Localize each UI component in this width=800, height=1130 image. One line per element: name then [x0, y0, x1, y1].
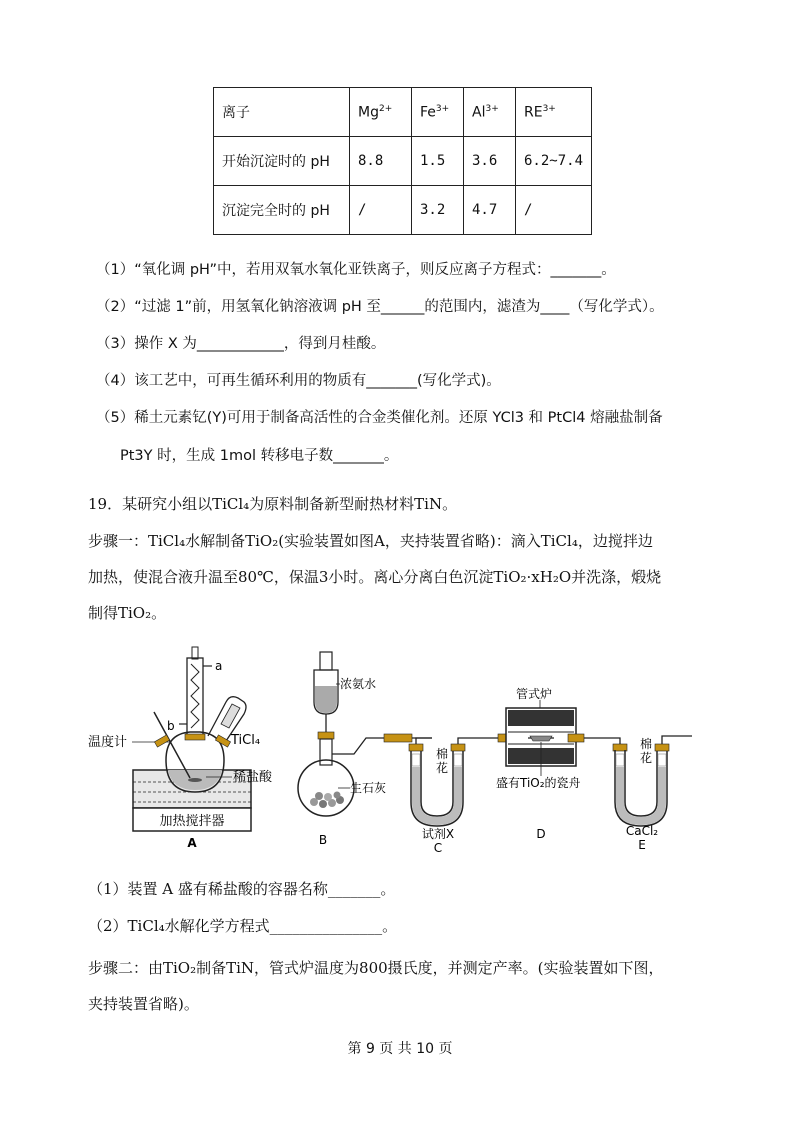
cotton2-label-2: 花: [640, 751, 653, 765]
question-18-5: （5）稀土元素钇(Y)可用于制备高活性的合金类催化剂。还原 YCl3 和 PtCl4 熔融盐制备: [96, 410, 663, 426]
quicklime-label: 生石灰: [350, 781, 387, 795]
apparatus-figure: [88, 642, 718, 864]
label-e-fig: E: [638, 838, 646, 852]
table-cell: 3.2: [412, 186, 464, 235]
question-18-2: （2）“过滤 1”前，用氢氧化钠溶液调 pH 至______的范围内，滤渣为____（写化学式）。: [96, 299, 664, 315]
table-cell: 6.2~7.4: [516, 137, 592, 186]
ticl4-label: TiCl₄: [231, 733, 261, 748]
question-18-5-cont: Pt3Y 时，生成 1mol 转移电子数_______。: [120, 448, 399, 464]
ion-precipitation-table: [213, 87, 592, 235]
reflux-condenser: [187, 658, 203, 738]
stirrer-label: 加热搅拌器: [159, 814, 225, 829]
label-d-fig: D: [536, 827, 546, 841]
thermometer-label: 温度计: [88, 735, 128, 750]
label-b: b: [167, 719, 175, 733]
step2-line: 夹持装置省略)。: [88, 995, 199, 1013]
apparatus-a: [88, 647, 273, 850]
table-header-row: [214, 88, 592, 137]
table-cell: 沉淀完全时的 pH: [214, 186, 350, 235]
question-18-1: （1）“氧化调 pH”中，若用双氧水氧化亚铁离子，则反应离子方程式：_______。: [96, 262, 616, 278]
label-c-fig: C: [433, 841, 443, 855]
table-cell: 3.6: [464, 137, 516, 186]
step1-line: 制得TiO₂。: [88, 604, 167, 622]
table-header-cell: 离子: [214, 88, 350, 137]
apparatus-c: [409, 738, 498, 855]
table-cell: /: [516, 186, 592, 235]
ceramic-boat: [530, 736, 552, 741]
question-18-3: （3）操作 X 为____________，得到月桂酸。: [96, 336, 386, 352]
label-a: a: [215, 659, 223, 673]
cotton1-label-2: 花: [436, 761, 449, 775]
question-18-4: （4）该工艺中，可再生循环利用的物质有_______(写化学式)。: [96, 373, 501, 389]
table-header-cell: $Al^{3+}$: [464, 88, 516, 137]
boat-label: 盛有TiO₂的瓷舟: [496, 776, 581, 790]
table-header-cell: $Fe^{3+}$: [412, 88, 464, 137]
step2-line: 步骤二：由TiO₂制备TiN，管式炉温度为800摄氏度，并测定产率。(实验装置如下图，: [88, 959, 664, 977]
furnace-label: 管式炉: [516, 687, 553, 701]
cotton1-label-1: 棉: [436, 747, 449, 761]
sub-question-1: （1）装置 A 盛有稀盐酸的容器名称_______。: [88, 880, 396, 898]
question-19-intro: 19．某研究小组以TiCl₄为原料制备新型耐热材料TiN。: [88, 495, 458, 513]
cotton2-label-1: 棉: [640, 737, 653, 751]
sub-question-2: （2）TiCl₄水解化学方程式_______________。: [88, 917, 398, 935]
table-cell: 开始沉淀时的 pH: [214, 137, 350, 186]
apparatus-e: [606, 736, 692, 852]
table-row: [214, 137, 592, 186]
label-b-fig: B: [318, 833, 328, 847]
table-row: [214, 186, 592, 235]
page-footer: 第 9 页 共 10 页: [347, 1041, 453, 1057]
step1-line: 步骤一：TiCl₄水解制备TiO₂(实验装置如图A，夹持装置省略)：滴入TiCl₄，边搅拌边: [88, 532, 653, 550]
table-header-cell: $RE^{3+}$: [516, 88, 592, 137]
table-cell: 4.7: [464, 186, 516, 235]
reagent-x-label: 试剂X: [421, 827, 455, 841]
apparatus-b: [298, 652, 388, 847]
ammonia-label: 浓氨水: [340, 677, 377, 691]
apparatus-d: [496, 686, 606, 841]
label-a-fig: A: [187, 836, 197, 850]
table-cell: /: [350, 186, 412, 235]
table-header-cell: $Mg^{2+}$: [350, 88, 412, 137]
step1-line: 加热，使混合液升温至80℃，保温3小时。离心分离白色沉淀TiO₂·xH₂O并洗涤，煅烧: [88, 568, 662, 586]
cacl2-label: CaCl₂: [625, 824, 659, 838]
table-cell: 8.8: [350, 137, 412, 186]
dilute-hcl-label: 稀盐酸: [233, 770, 273, 785]
table-cell: 1.5: [412, 137, 464, 186]
